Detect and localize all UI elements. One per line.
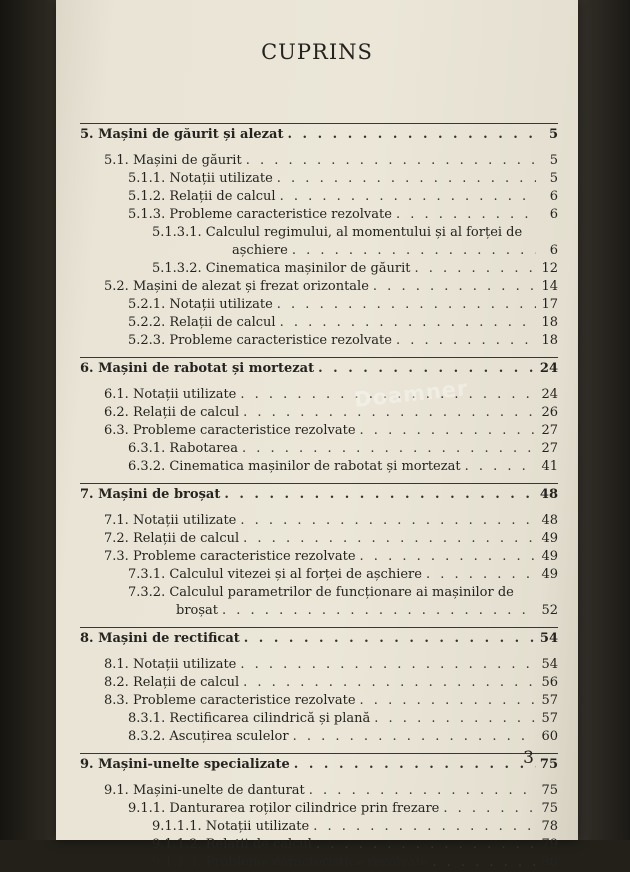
toc-entry-page: 6	[549, 207, 558, 222]
toc-entry-page: 24	[541, 387, 558, 402]
toc-entry-label: 5.1.1. Notații utilizate	[128, 171, 273, 186]
toc-entry-page: 52	[541, 603, 558, 618]
toc-entry-label: 7.1. Notații utilizate	[104, 513, 237, 528]
toc-entry-continuation-label: broșat	[176, 603, 219, 618]
toc-entry-label: 5.1.3.1. Calculul regimului, al momentului și al forței de	[152, 225, 523, 240]
toc-entry-page: 80	[541, 855, 558, 870]
toc-entry-label: 6.3. Probleme caracteristice rezolvate	[104, 423, 356, 438]
toc-entry-label: 7.3.1. Calculul vitezei și al forței de așchiere	[128, 567, 422, 582]
dot-leader	[426, 566, 536, 584]
dot-leader	[396, 206, 536, 224]
chapter-heading-label: 9. Mașini-unelte specializate	[80, 757, 290, 772]
toc-entry	[80, 818, 558, 836]
watermark-text: Doamner	[353, 376, 470, 412]
toc-entry	[80, 584, 558, 602]
toc-entry-label: 8.2. Relații de calcul	[104, 675, 240, 690]
toc-entry	[80, 170, 558, 188]
dot-leader	[243, 674, 536, 692]
toc-entry	[80, 656, 558, 674]
dot-leader	[316, 836, 536, 854]
toc-entry-label: 5.2.1. Notații utilizate	[128, 297, 273, 312]
toc-entry-page: 18	[541, 315, 558, 330]
toc-entry	[80, 512, 558, 530]
chapter-heading-label: 7. Mașini de broșat	[80, 487, 221, 502]
page-title: CUPRINS	[261, 40, 373, 64]
toc-entry-page: 12	[541, 261, 558, 276]
toc-entry-label: 5.1. Mașini de găurit	[104, 153, 242, 168]
dot-leader	[309, 782, 536, 800]
toc-entry	[80, 188, 558, 206]
toc-entry-page: 49	[541, 549, 558, 564]
toc-entry-label: 6.3.1. Rabotarea	[128, 441, 238, 456]
toc-entry	[80, 278, 558, 296]
dot-leader	[242, 440, 536, 458]
toc-entry	[80, 260, 558, 278]
chapter-heading-label: 8. Mașini de rectificat	[80, 631, 240, 646]
toc-entry	[80, 440, 558, 458]
toc-entry	[80, 458, 558, 476]
chapter-heading-label: 5. Mașini de găurit și alezat	[80, 127, 284, 142]
chapter-heading-page: 24	[539, 361, 558, 376]
toc-entry-label: 7.3.2. Calculul parametrilor de funcționare ai mașinilor de	[128, 585, 514, 600]
toc-entry	[80, 548, 558, 566]
dot-leader	[277, 296, 536, 314]
toc-entry-label: 6.2. Relații de calcul	[104, 405, 240, 420]
toc-entry-page: 56	[541, 675, 558, 690]
toc-entry-page: 6	[549, 243, 558, 258]
toc-entry-label: 8.3.1. Rectificarea cilindrică și plană	[128, 711, 371, 726]
chapter-heading-label: 6. Mașini de rabotat și mortezat	[80, 361, 315, 376]
toc-entry-continuation	[80, 242, 558, 260]
dot-leader	[396, 332, 536, 350]
toc-entry-label: 5.1.3. Probleme caracteristice rezolvate	[128, 207, 392, 222]
toc-entry-label: 8.3. Probleme caracteristice rezolvate	[104, 693, 356, 708]
dot-leader	[415, 260, 537, 278]
toc-entry-label: 8.1. Notații utilizate	[104, 657, 237, 672]
chapter-heading-page: 54	[539, 631, 558, 646]
dot-leader	[293, 728, 536, 746]
toc-entry	[80, 152, 558, 170]
toc-entry-page: 5	[549, 153, 558, 168]
toc-entry-page: 49	[541, 531, 558, 546]
toc-entry-label: 5.2. Mașini de alezat și frezat orizontale	[104, 279, 369, 294]
toc-entry	[80, 800, 558, 818]
toc-entry-label: 9.1.1.2. Relații de calcul	[152, 837, 312, 852]
toc-entry-page: 78	[541, 819, 558, 834]
toc-entry	[80, 386, 558, 404]
dot-leader	[360, 692, 536, 710]
toc-entry	[80, 674, 558, 692]
toc-entry-page: 75	[541, 801, 558, 816]
toc-entry-page: 14	[541, 279, 558, 294]
dot-leader	[313, 818, 536, 836]
toc-entry-page: 27	[541, 423, 558, 438]
dot-leader	[244, 628, 536, 650]
toc-entry-page: 54	[541, 657, 558, 672]
dot-leader	[224, 484, 536, 506]
toc-entry-page: 60	[541, 729, 558, 744]
dot-leader	[240, 512, 536, 530]
toc-entry	[80, 854, 558, 872]
dot-leader	[243, 530, 536, 548]
toc-entry-page: 26	[541, 405, 558, 420]
toc-entry-label: 5.2.2. Relații de calcul	[128, 315, 276, 330]
dot-leader	[222, 602, 536, 620]
dot-leader	[360, 422, 536, 440]
dot-leader	[318, 358, 536, 380]
toc-entry-page: 41	[541, 459, 558, 474]
dot-leader	[432, 854, 536, 872]
toc-entry-page: 49	[541, 567, 558, 582]
dot-leader	[240, 656, 536, 674]
toc-entry-page: 5	[549, 171, 558, 186]
chapter-heading-page: 5	[548, 127, 558, 142]
toc-entry-label: 7.3. Probleme caracteristice rezolvate	[104, 549, 356, 564]
dot-leader	[373, 278, 536, 296]
dot-leader	[246, 152, 536, 170]
toc-entry	[80, 404, 558, 422]
toc-entry-continuation	[80, 602, 558, 620]
dot-leader	[443, 800, 536, 818]
toc-entry-page: 57	[541, 711, 558, 726]
dot-leader	[374, 710, 536, 728]
toc-entry	[80, 728, 558, 746]
toc-entry-page: 79	[541, 837, 558, 852]
page-number: 3	[523, 748, 534, 768]
toc-entry-label: 9.1. Mașini-unelte de danturat	[104, 783, 305, 798]
chapter-heading-page: 48	[539, 487, 558, 502]
toc-entry-page: 6	[549, 189, 558, 204]
toc-entry-label: 9.1.1. Danturarea roților cilindrice prin frezare	[128, 801, 440, 816]
toc-entry-continuation-label: așchiere	[232, 243, 288, 258]
chapter-heading	[80, 124, 558, 146]
toc-entry-label: 5.1.3.2. Cinematica mașinilor de găurit	[152, 261, 411, 276]
chapter-heading	[80, 358, 558, 380]
table-of-contents	[80, 116, 558, 872]
toc-entry-label: 7.2. Relații de calcul	[104, 531, 240, 546]
dot-leader	[360, 548, 536, 566]
toc-entry	[80, 836, 558, 854]
dot-leader	[292, 242, 536, 260]
chapter-heading-page: 75	[539, 757, 558, 772]
toc-entry-page: 27	[541, 441, 558, 456]
toc-entry-page: 18	[541, 333, 558, 348]
chapter-heading	[80, 484, 558, 506]
toc-entry-label: 8.3.2. Ascuțirea sculelor	[128, 729, 289, 744]
toc-entry	[80, 566, 558, 584]
toc-entry-label: 6.1. Notații utilizate	[104, 387, 237, 402]
toc-entry	[80, 332, 558, 350]
dot-leader	[294, 754, 536, 776]
book-page	[56, 0, 578, 870]
toc-entry-page: 57	[541, 693, 558, 708]
dot-leader	[277, 170, 536, 188]
toc-entry	[80, 296, 558, 314]
toc-entry-label: 6.3.2. Cinematica mașinilor de rabotat și mortezat	[128, 459, 461, 474]
toc-entry-label: 9.1.1.1. Notații utilizate	[152, 819, 310, 834]
toc-entry	[80, 710, 558, 728]
chapter-heading	[80, 628, 558, 650]
toc-entry	[80, 422, 558, 440]
toc-entry-label: 5.1.2. Relații de calcul	[128, 189, 276, 204]
dot-leader	[287, 124, 536, 146]
toc-entry-label: 5.2.3. Probleme caracteristice rezolvate	[128, 333, 392, 348]
toc-entry-page: 75	[541, 783, 558, 798]
toc-entry	[80, 314, 558, 332]
toc-entry	[80, 206, 558, 224]
toc-entry	[80, 782, 558, 800]
background-left	[0, 0, 64, 840]
dot-leader	[280, 188, 536, 206]
toc-entry	[80, 692, 558, 710]
toc-entry	[80, 224, 558, 242]
dot-leader	[465, 458, 536, 476]
toc-entry-page: 17	[541, 297, 558, 312]
dot-leader	[280, 314, 536, 332]
toc-entry-page: 48	[541, 513, 558, 528]
toc-entry	[80, 530, 558, 548]
chapter-heading	[80, 754, 558, 776]
toc-entry-label: 9.1.1.3. Probleme caracteristice rezolvate	[152, 855, 429, 870]
